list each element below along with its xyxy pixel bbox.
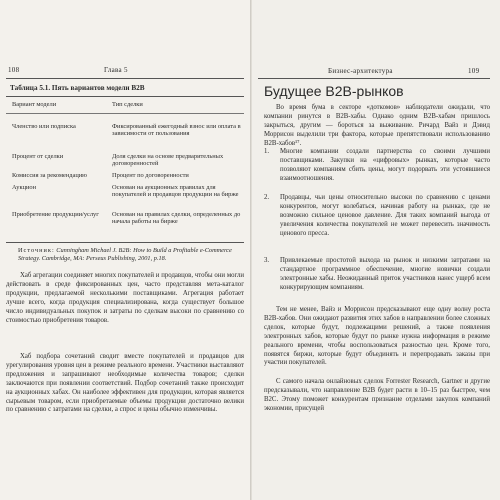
source-label: Источник: <box>18 247 55 254</box>
list-item: Привлекаемые простотой выхода на рынок и низкими затратами на стандартное программное обеспечение, многие новички создали электронные хабы. Неожиданный приток участников нанес ущерб всем конкурирующим компаниям. <box>280 257 490 291</box>
source-text: Cunningham Michael J. B2B: How to Build a Profitable e-Commerce Strategy. Cambridge, MA: Perseus Publishing, 2001, p.18. <box>18 247 232 262</box>
table-cell-deal: Доля сделки на основе предварительных договоренностей <box>112 153 224 168</box>
right-page <box>252 0 500 500</box>
table-cell-variant: Процент от сделки <box>12 153 64 160</box>
table-header-rule <box>6 113 244 114</box>
left-page-number: 108 <box>8 66 20 74</box>
table-cell-deal: Процент по договоренности <box>112 172 189 179</box>
table-header-deal: Тип сделки <box>112 101 143 108</box>
right-intro-paragraph: Во время бума в секторе «доткомов» наблюдатели ожидали, что компании ринутся в В2В-хабы. Однако одним В2В-хабам пришлось закрыться, другим — бороться за выживание. Ричард Вайз и Дэвид Моррисон выделили три фактора, которые препятствовали использованию В2В-хабов¹⁷. <box>264 104 490 147</box>
list-number: 2. <box>264 194 270 201</box>
table-cell-deal: Фиксированный ежегодный взнос или оплата в зависимости от пользования <box>112 123 241 138</box>
table-source <box>18 247 242 262</box>
table-header-variant: Вариант модели <box>12 101 57 108</box>
right-paragraph: С самого начала онлайновых сделок Forrester Research, Gartner и другие предсказывали, что направление В2В будет расти в 10–15 раз быстрее, чем В2С. Этому поможет конкурентам признание отделами закупок компаний экономии, присущей <box>264 378 490 412</box>
section-heading: Будущее В2В-рынков <box>264 83 404 99</box>
table-cell-deal: Основан на аукционных правилах для покупателей и продавцов продукции на бирже <box>112 184 239 199</box>
left-chapter-title: Глава 5 <box>104 66 128 74</box>
table-caption: Таблица 5.1. Пять вариантов модели B2B <box>10 84 145 92</box>
table-cell-variant: Комиссия за рекомендацию <box>12 172 87 179</box>
right-header-rule <box>258 78 490 79</box>
table-cell-variant: Членство или подписка <box>12 123 76 130</box>
factor-list <box>264 148 490 294</box>
list-item: Многие компании создали партнерства со своими лучшими поставщиками. Закупки на «цифровых» рынках, которые часто позволяют компаниям сбить цены, могут подорвать эти устоявшиеся взаимоотношения. <box>280 148 490 182</box>
table-cell-variant: Аукцион <box>12 184 37 191</box>
left-header-rule <box>6 78 244 79</box>
right-page-number: 109 <box>468 67 480 75</box>
list-item: Продавцы, чьи цены относительно высоки по сравнению с ценами конкурентов, могут колебаться, начиная работу на рынках, где не возможно сильное ценовое давление. Для таких компаний выгода от увеличения количества покупателей не может перевесить значимость ценового пресса. <box>280 194 490 237</box>
list-number: 3. <box>264 257 270 264</box>
right-running-head: Бизнес-архитектура <box>328 67 393 75</box>
list-number: 1. <box>264 148 270 155</box>
left-paragraph: Хаб подбора сочетаний сводит вместе покупателей и продавцов для урегулирования уровня цен в режиме реального времени. Участники выставляют предложения и запрашивают необходимые количества товаров; сделки заключаются при появлении соответствий. Подбор сочетаний также происходит на аукционных хабах. Он наиболее эффективен для продукции, которая является сырьевым товаром, если приобретаемые объемы продукции достаточно велики по сравнению с затратами на сделки, а спрос и цены обычно изменчивы. <box>6 353 244 414</box>
right-paragraph: Тем не менее, Вайз и Моррисон предсказывают еще одну волну роста В2В-хабов. Они ожидают развития этих хабов в направлении более сложных сделок, которые будут, подлежащими решений, а также появления электронных хабов, которые будут по рынке нужна информация в режиме реального времени, чтобы воспользоваться разностью цен. Кроме того, появятся биржи, которые будут объединять и перепродавать заказы при участии покупателей. <box>264 306 490 367</box>
table-cell-deal: Основан на правилах сделки, определенных до начала работы на бирже <box>112 211 241 226</box>
table-cell-variant: Приобретение продукции/услуг <box>12 211 99 218</box>
left-paragraph: Хаб агрегации соединяет многих покупателей и продавцов, чтобы они могли действовать в среде фиксированных цен, часто представляя мета-каталог продукции, предлагаемой несколькими поставщиками. Агрегация работает лучше всего, когда продукция специализирована, когда существует большое число индивидуальных покупок и затраты по сделкам высоки по сравнению со стоимостью приобретения товаров. <box>6 272 244 324</box>
table-top-rule <box>6 96 244 97</box>
table-bottom-rule <box>6 242 244 243</box>
